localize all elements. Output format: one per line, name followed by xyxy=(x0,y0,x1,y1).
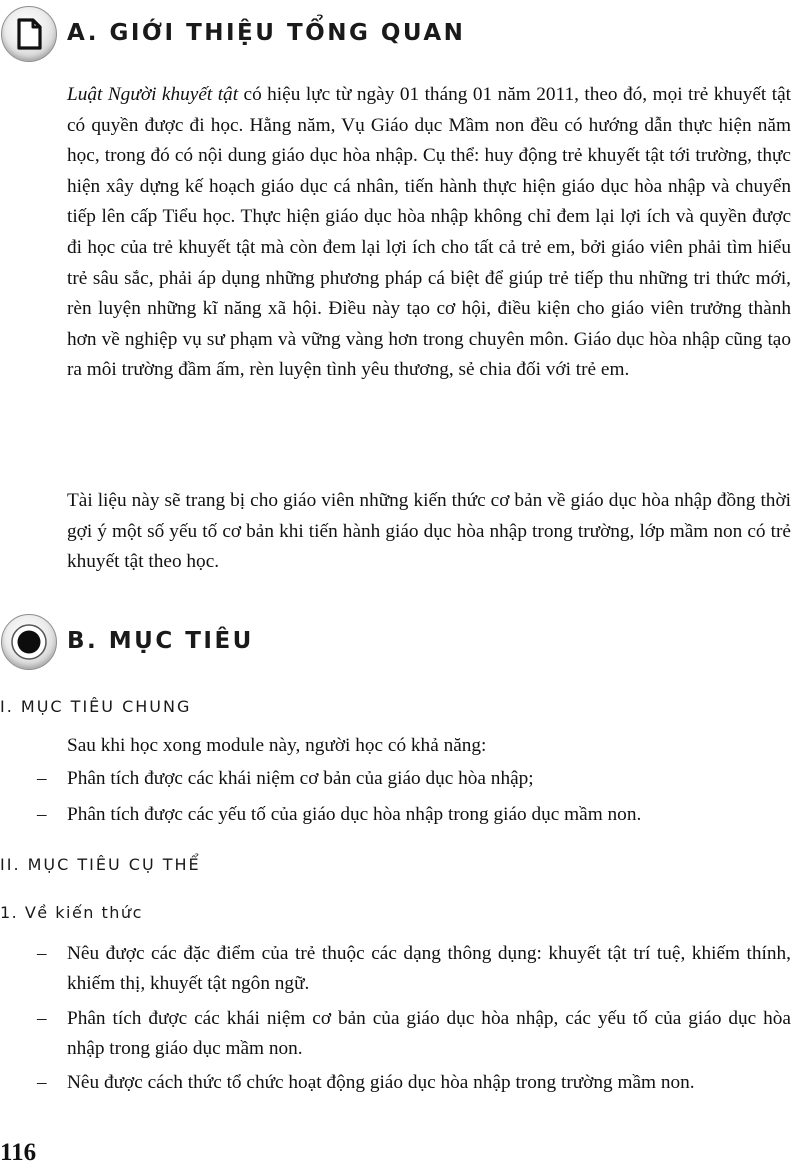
bullet-dash: – xyxy=(37,1008,47,1029)
knowledge-heading: 1. Về kiến thức xyxy=(0,903,143,922)
intro-paragraph-text: có hiệu lực từ ngày 01 tháng 01 năm 2011, theo đó, mọi trẻ khuyết tật có quyền được đi học. Hằng năm, Vụ Giáo dục Mầm non đều có hướng dẫn thực hiện năm học, trong đó có nội dung giáo dục hòa nhập. Cụ thể: huy động trẻ khuyết tật tới trường, thực hiện xây dựng kế hoạch giáo dục cá nhân, tiến hành thực hiện giáo dục hòa nhập và chuyển tiếp lên cấp Tiểu học. Thực hiện giáo dục hòa nhập không chỉ đem lại lợi ích và quyền được đi học của trẻ khuyết tật mà còn đem lại lợi ích cho tất cả trẻ em, bởi giáo viên phải tìm hiểu trẻ sâu sắc, phải áp dụng những phương pháp cá biệt để giúp trẻ tiếp thu những tri thức mới, rèn luyện những kĩ năng xã hội. Điều này tạo cơ hội, điều kiện cho giáo viên trưởng thành hơn về nghiệp vụ sư phạm và vững vàng hơn trong chuyên môn. Giáo dục hòa nhập cũng tạo ra môi trường đầm ấm, rèn luyện tình yêu thương, sẻ chia đối với trẻ em. xyxy=(67,84,792,381)
bullet-dash: – xyxy=(37,943,47,964)
section-a-title: A. GIỚI THIỆU TỔNG QUAN xyxy=(67,20,466,46)
general-objectives-intro: Sau khi học xong module này, người học có khả năng: xyxy=(67,735,487,756)
target-icon-glyph xyxy=(2,615,56,669)
list-item-text: Phân tích được các khái niệm cơ bản của giáo dục hòa nhập; xyxy=(67,768,534,789)
target-icon xyxy=(1,614,57,670)
section-b-title: B. MỤC TIÊU xyxy=(67,628,254,654)
bullet-dash: – xyxy=(37,804,47,825)
page-number: 116 xyxy=(0,1139,37,1166)
bullet-dash: – xyxy=(37,1072,47,1093)
list-item-text: Phân tích được các khái niệm cơ bản của giáo dục hòa nhập, các yếu tố của giáo dục hòa nhập trong giáo dục mầm non. xyxy=(67,1008,791,1059)
bullet-dash: – xyxy=(37,768,47,789)
document-icon-glyph xyxy=(2,7,56,61)
general-objectives-heading: I. MỤC TIÊU CHUNG xyxy=(0,697,192,716)
list-item-text: Phân tích được các yếu tố của giáo dục hòa nhập trong giáo dục mầm non. xyxy=(67,804,642,825)
document-icon xyxy=(1,6,57,62)
list-item-text: Nêu được các đặc điểm của trẻ thuộc các dạng thông dụng: khuyết tật trí tuệ, khiếm thính, khiếm thị, khuyết tật ngôn ngữ. xyxy=(67,943,791,994)
law-name: Luật Người khuyết tật xyxy=(67,84,239,105)
purpose-paragraph: Tài liệu này sẽ trang bị cho giáo viên những kiến thức cơ bản về giáo dục hòa nhập đồng thời gợi ý một số yếu tố cơ bản khi tiến hành giáo dục hòa nhập trong trường, lớp mầm non có trẻ khuyết tật theo học. xyxy=(67,490,791,573)
specific-objectives-heading: II. MỤC TIÊU CỤ THỂ xyxy=(0,855,201,874)
intro-paragraph xyxy=(67,80,791,386)
list-item-text: Nêu được cách thức tổ chức hoạt động giáo dục hòa nhập trong trường mầm non. xyxy=(67,1072,695,1093)
